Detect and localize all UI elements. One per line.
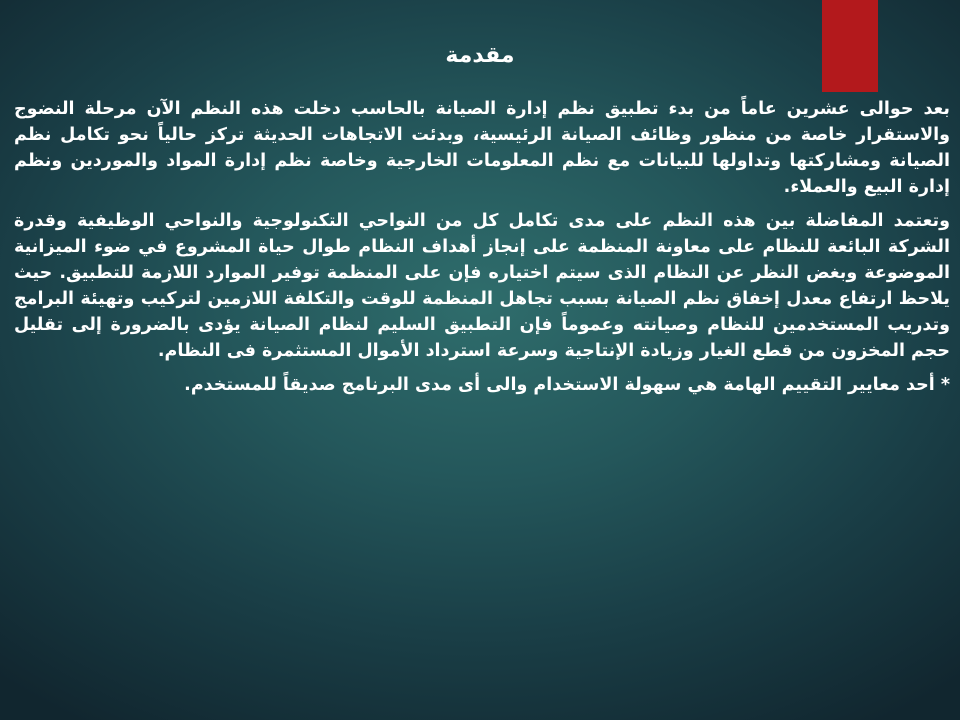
paragraph-comparison: وتعتمد المفاضلة بين هذه النظم على مدى تكامل كل من النواحي التكنولوجية والنواحي الوظيفية وقدرة الشركة البائعة للنظام على معاونة المنظمة على إنجاز أهداف النظام طوال حياة المشروع في ضوء الميزانية الموضوعة وبغض النظر عن النظام الذى سيتم اختياره فإن على المنظمة توفير الموارد اللازمة للتطبيق. حيث يلاحظ ارتفاع معدل إخفاق نظم الصيانة بسبب تجاهل المنظمة للوقت والتكلفة اللازمين لتركيب وتهيئة البرامج وتدريب المستخدمين للنظام وصيانته وعموماً فإن التطبيق السليم لنظام الصيانة يؤدى بالضرورة إلى تقليل حجم المخزون من قطع الغيار وزيادة الإنتاجية وسرعة استرداد الأموال المستثمرة فى النظام. xyxy=(14,211,950,361)
paragraph-intro: بعد حوالى عشرين عاماً من بدء تطبيق نظم إدارة الصيانة بالحاسب دخلت هذه النظم الآن مرحلة النضوج والاستقرار خاصة من منظور وظائف الصيانة الرئيسية، وبدئت الاتجاهات الحديثة تركز حالياً نحو تكامل نظم الصيانة ومشاركتها وتداولها للبيانات مع نظم المعلومات الخارجية وخاصة نظم إدارة المواد والموردين ونظم إدارة البيع والعملاء. xyxy=(14,99,950,197)
slide-body xyxy=(14,96,950,406)
evaluation-note: * أحد معايير التقييم الهامة هي سهولة الاستخدام والى أى مدى البرنامج صديقاً للمستخدم. xyxy=(184,375,950,395)
slide-title: مقدمة xyxy=(445,43,515,68)
